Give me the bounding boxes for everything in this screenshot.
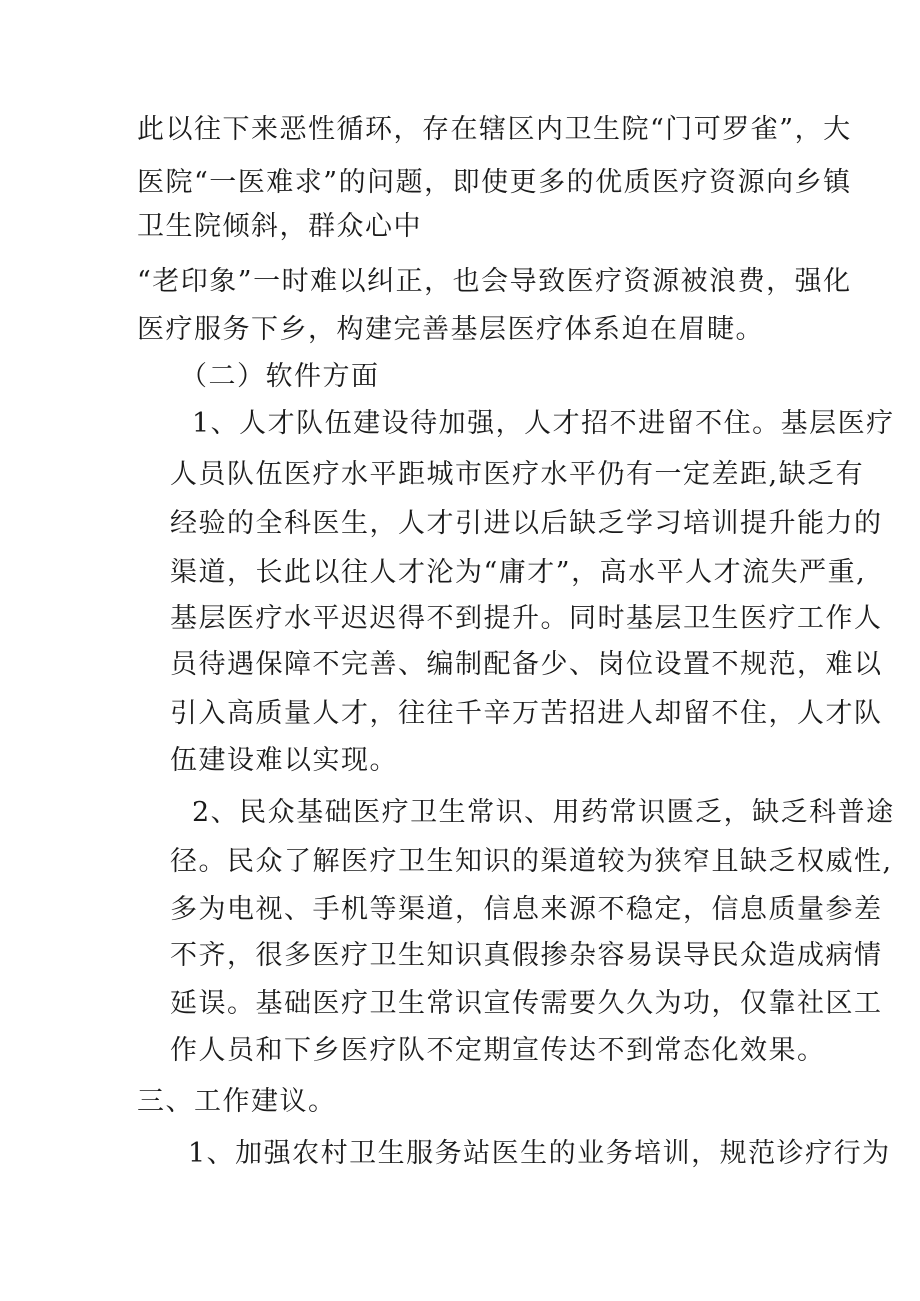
text-line: 经验的全科医生，人才引进以后缺乏学习培训提升能力的 [170,508,883,539]
text-line: 基层医疗水平迟迟得不到提升。同时基层卫生医疗工作人 [170,603,883,634]
text-line: 医院“一医难求”的问题，即使更多的优质医疗资源向乡镇 [137,167,852,198]
section-heading: 三、工作建议。 [137,1086,337,1117]
section-heading: （二）软件方面 [180,361,380,392]
text-line: 1、人才队伍建设待加强，人才招不进留不住。基层医疗 [192,408,895,439]
text-line: 2、民众基础医疗卫生常识、用药常识匮乏，缺乏科普途 [192,797,895,828]
text-line: 渠道，长此以往人才沦为“庸才”，高水平人才流失严重, [170,557,867,588]
text-line: 延误。基础医疗卫生常识宣传需要久久为功，仅靠社区工 [170,988,883,1019]
text-line: 医疗服务下乡，构建完善基层医疗体系迫在眉睫。 [137,314,764,345]
text-line: 不齐，很多医疗卫生知识真假掺杂容易误导民众造成病情 [170,940,883,971]
text-line: “老印象”一时难以纠正，也会导致医疗资源被浪费，强化 [137,266,852,297]
text-line: 伍建设难以实现。 [170,745,398,776]
text-line: 作人员和下乡医疗队不定期宣传达不到常态化效果。 [170,1035,826,1066]
text-line: 卫生院倾斜，群众心中 [137,211,422,242]
text-line: 人员队伍医疗水平距城市医疗水平仍有一定差距,缺乏有 [170,459,865,490]
text-line: 引入高质量人才，往往千辛万苦招进人却留不住，人才队 [170,698,883,729]
text-line: 员待遇保障不完善、编制配备少、岗位设置不规范，难以 [170,649,883,680]
text-line: 多为电视、手机等渠道，信息来源不稳定，信息质量参差 [170,894,883,925]
text-line: 径。民众了解医疗卫生知识的渠道较为狭窄且缺乏权威性, [170,846,893,877]
text-line: 此以往下来恶性循环，存在辖区内卫生院“门可罗雀”，大 [137,114,852,145]
text-line: 1、加强农村卫生服务站医生的业务培训，规范诊疗行为 [188,1138,891,1169]
